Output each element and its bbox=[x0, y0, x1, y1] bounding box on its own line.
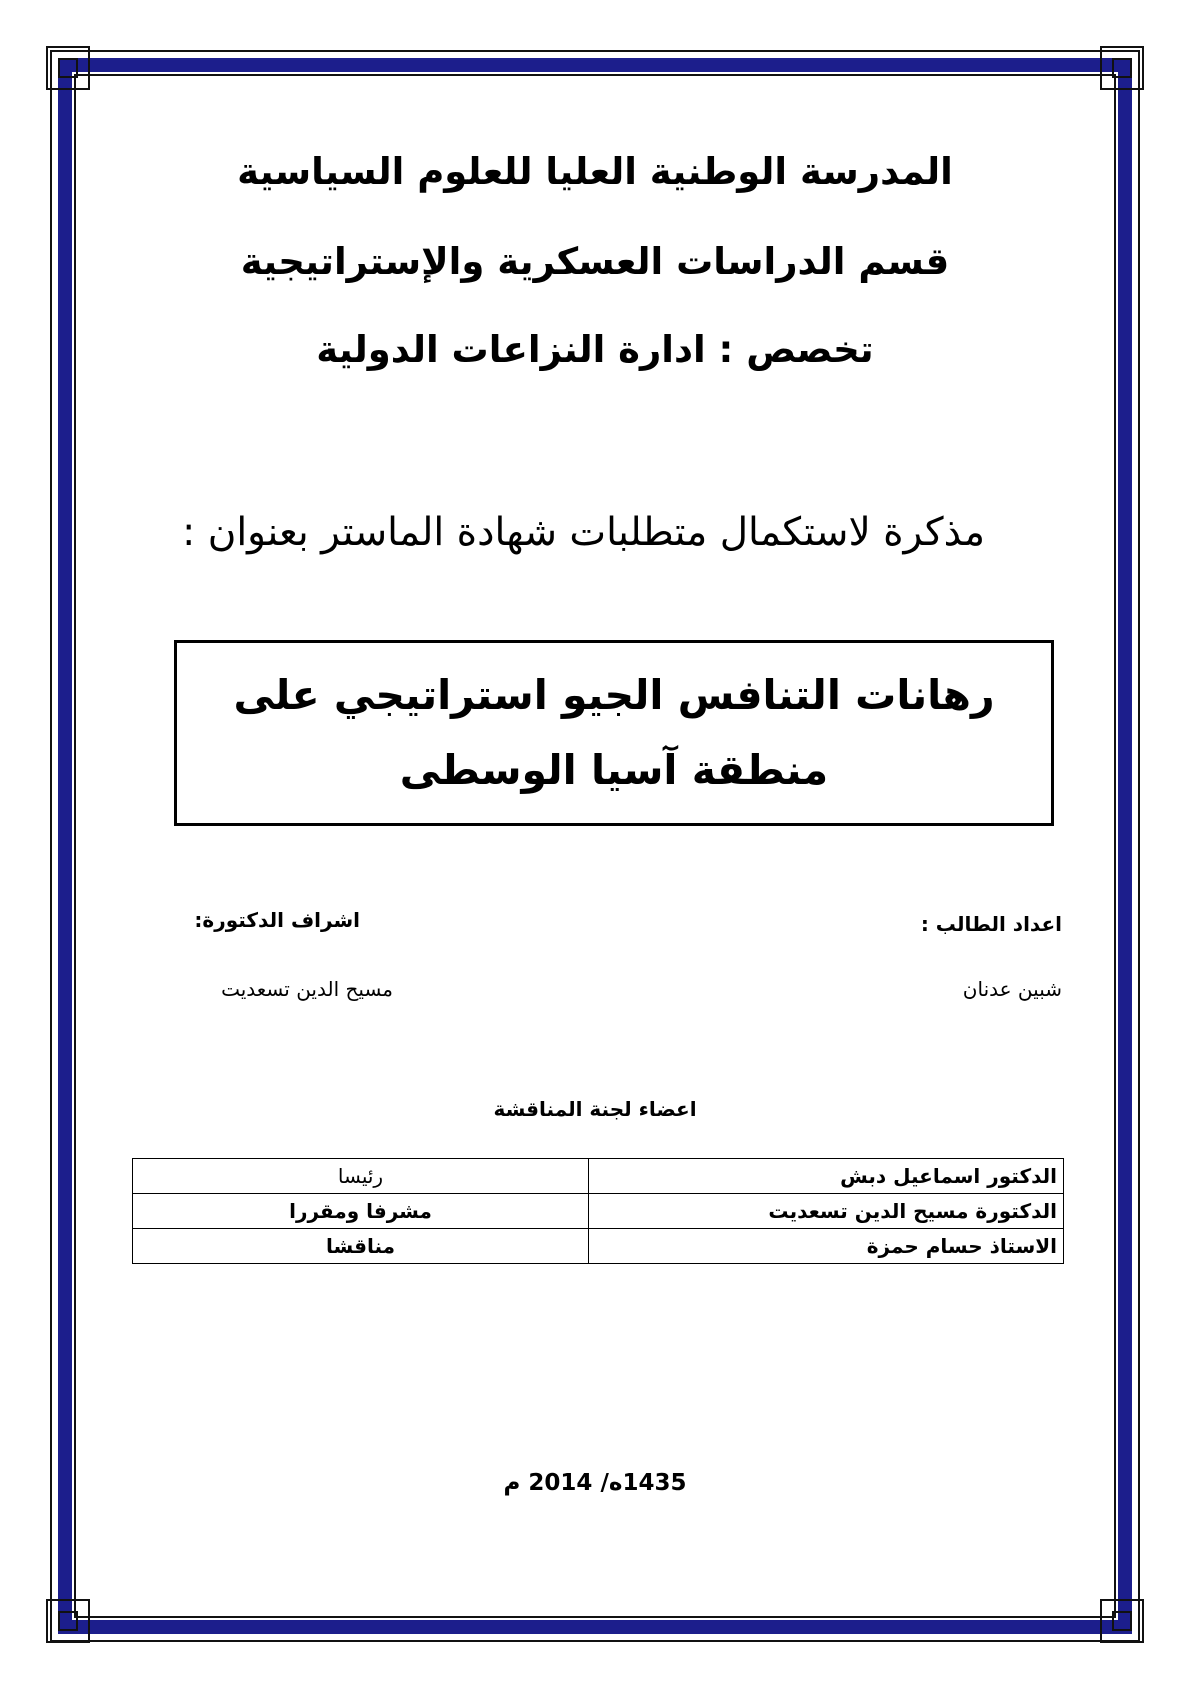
corner-ornament-top-right bbox=[1100, 46, 1144, 90]
thesis-intro: مذكرة لاستكمال متطلبات شهادة الماستر بعنوان : bbox=[182, 510, 985, 555]
member-name: الدكتورة مسيح الدين تسعديت bbox=[589, 1194, 1064, 1229]
table-row bbox=[133, 1194, 1064, 1229]
corner-ornament-top-left bbox=[46, 46, 90, 90]
member-name: الدكتور اسماعيل دبش bbox=[589, 1159, 1064, 1194]
table-row bbox=[133, 1229, 1064, 1264]
member-role: مناقشا bbox=[133, 1229, 589, 1264]
member-name: الاستاذ حسام حمزة bbox=[589, 1229, 1064, 1264]
specialization: تخصص : ادارة النزاعات الدولية bbox=[316, 328, 874, 371]
academic-year: 1435ه/ 2014 م bbox=[503, 1470, 687, 1496]
member-role: مشرفا ومقررا bbox=[133, 1194, 589, 1229]
thesis-title-box bbox=[174, 640, 1054, 826]
student-label: اعداد الطالب : bbox=[920, 912, 1062, 936]
supervisor-name: مسيح الدين تسعديت bbox=[221, 977, 393, 1001]
thesis-title: رهانات التنافس الجيو استراتيجي على منطقة آسيا الوسطى bbox=[233, 671, 995, 794]
page-border-inner bbox=[74, 74, 1116, 1618]
corner-ornament-bottom-left bbox=[46, 1599, 90, 1643]
committee-heading: اعضاء لجنة المناقشة bbox=[493, 1097, 697, 1121]
corner-ornament-bottom-right bbox=[1100, 1599, 1144, 1643]
supervisor-label: اشراف الدكتورة: bbox=[194, 908, 360, 932]
student-name: شبين عدنان bbox=[962, 977, 1062, 1001]
committee-table bbox=[132, 1158, 1064, 1264]
institution-name: المدرسة الوطنية العليا للعلوم السياسية bbox=[237, 150, 953, 193]
department-name: قسم الدراسات العسكرية والإستراتيجية bbox=[240, 240, 950, 283]
member-role: رئيسا bbox=[133, 1159, 589, 1194]
table-row bbox=[133, 1159, 1064, 1194]
